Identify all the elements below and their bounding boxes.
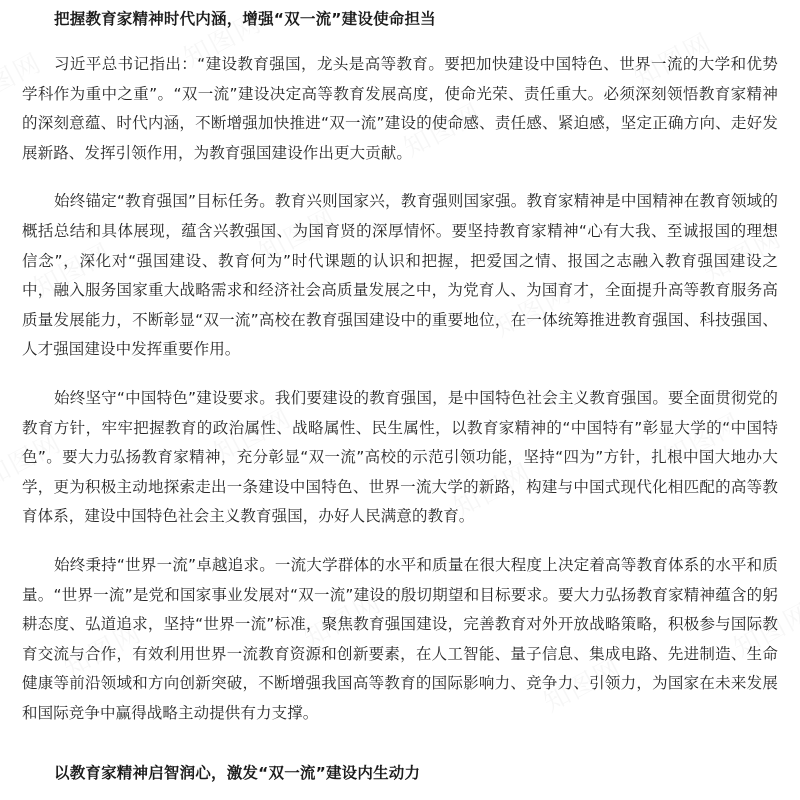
document-content [22,0,778,786]
spacer [22,532,778,551]
body-paragraph-1: 习近平总书记指出：“建设教育强国，龙头是高等教育。要把加快建设中国特色、世界一流的大学和优势学科作为重中之重”。“双一流”建设决定高等教育发展高度，使命光荣、责任重大。必须深刻领悟教育家精神的深刻意蕴、时代内涵，不断增强加快推进“双一流”建设的使命感、责任感、紧迫感，坚定正确方向、走好发展新路、发挥引领作用，为教育强国建设作出更大贡献。 [22,55,778,162]
body-paragraph-2: 始终锚定“教育强国”目标任务。教育兴则国家兴，教育强则国家强。教育家精神是中国精神在教育领域的概括总结和具体展现，蕴含兴教强国、为国育贤的深厚情怀。要坚持教育家精神“心有大我、至诚报国的理想信念”，深化对“强国建设、教育何为”时代课题的认识和把握，把爱国之情、报国之志融入教育强国建设之中，融入服务国家重大战略需求和经济社会高质量发展之中，为党育人、为国育才，全面提升高等教育服务高质量发展能力，不断彰显“双一流”高校在教育强国建设中的重要地位，在一体统筹推进教育强国、科技强国、人才强国建设中发挥重要作用。 [22,192,778,359]
body-paragraph-3: 始终坚守“中国特色”建设要求。我们要建设的教育强国，是中国特色社会主义教育强国。要全面贯彻党的教育方针，牢牢把握教育的政治属性、战略属性、民生属性，以教育家精神的“中国特有”彰显大学的“中国特色”。要大力弘扬教育家精神，充分彰显“双一流”高校的示范引领功能，坚持“四为”方针，扎根中国大地办大学，更为积极主动地探索走出一条建设中国特色、世界一流大学的新路，构建与中国式现代化相匹配的高等教育体系，建设中国特色社会主义教育强国，办好人民满意的教育。 [22,388,778,526]
section-heading-1: 把握教育家精神时代内涵，增强“双一流”建设使命担当 [54,10,436,28]
spacer [22,32,778,50]
body-paragraph-4: 始终秉持“世界一流”卓越追求。一流大学群体的水平和质量在很大程度上决定着高等教育体系的水平和质量。“世界一流”是党和国家事业发展对“双一流”建设的殷切期望和目标要求。要大力弘扬教育家精神蕴含的躬耕态度、弘道追求，坚持“世界一流”标准，聚焦教育强国建设，完善教育对外开放战略策略，积极参与国际教育交流与合作，有效利用世界一流教育资源和创新要素，在人工智能、量子信息、集成电路、先进制造、生命健康等前沿领域和方向创新突破，不断增强我国高等教育的国际影响力、竞争力、引领力，为国家在未来发展和国际竞争中赢得战略主动提供有力支撑。 [22,555,778,722]
spacer [22,365,778,384]
spacer [22,728,778,754]
section-heading-2: 以教育家精神启智润心，激发“双一流”建设内生动力 [54,764,421,783]
spacer [22,168,778,187]
